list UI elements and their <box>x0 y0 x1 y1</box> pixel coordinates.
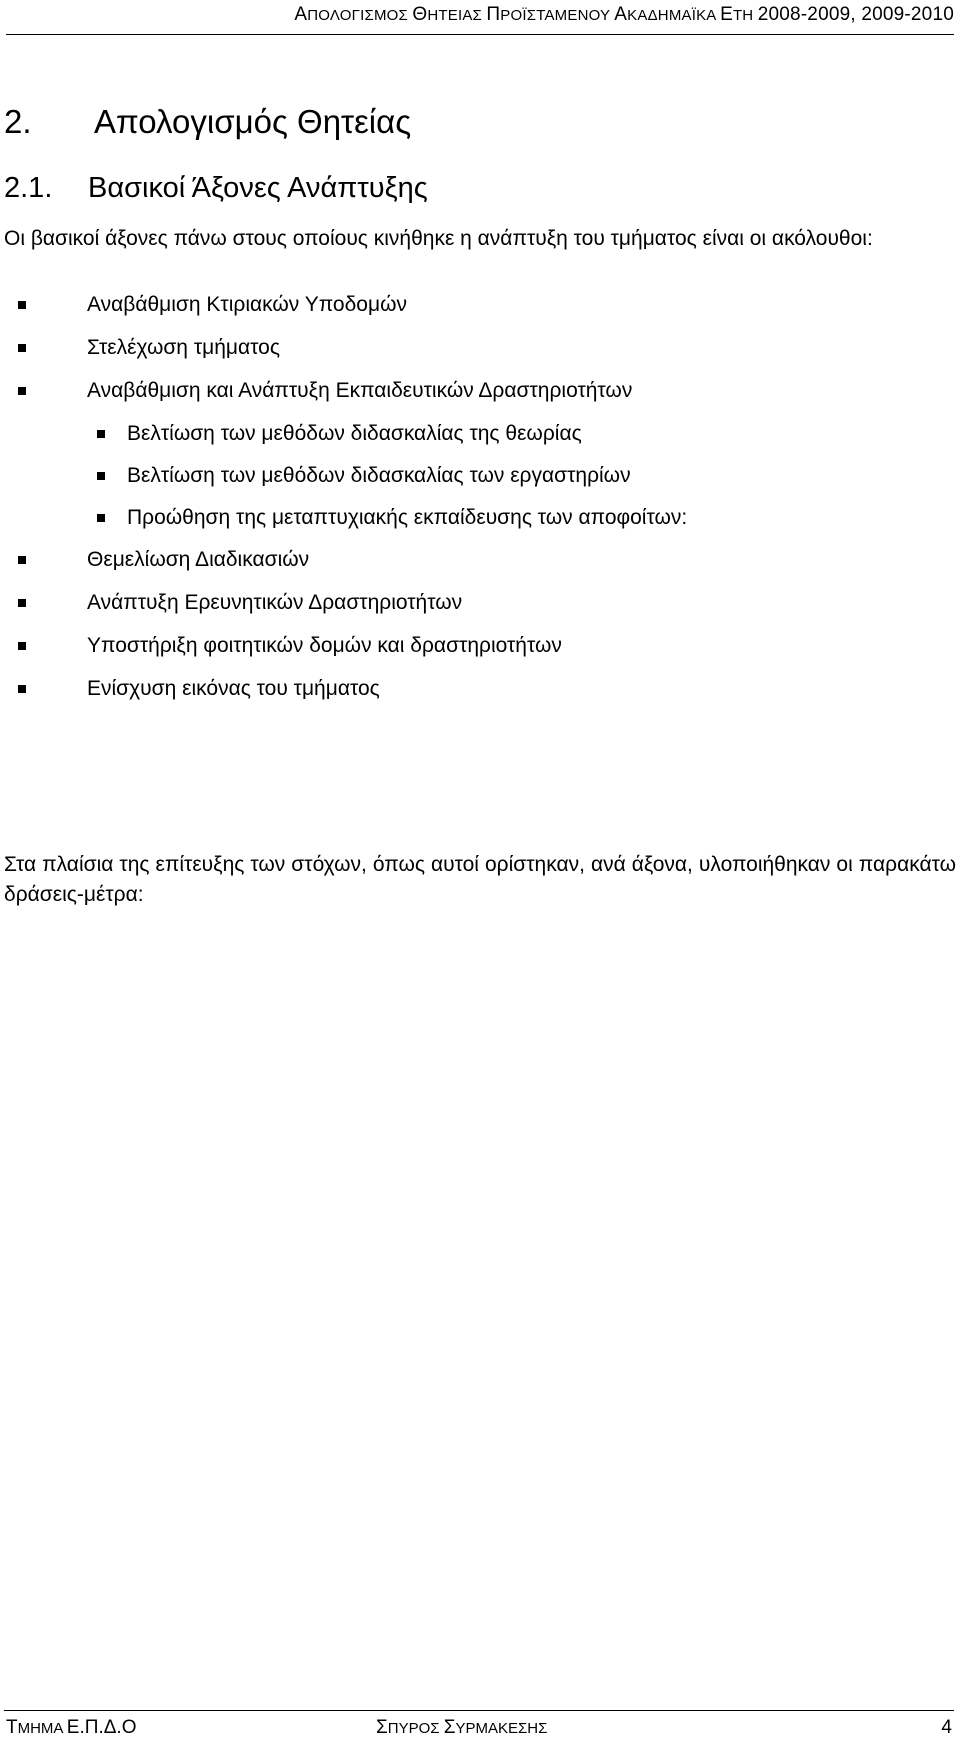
page-number: 4 <box>941 1717 952 1738</box>
subsection-title: Βασικοί Άξονες Ανάπτυξης <box>88 172 428 204</box>
running-header-part: Α <box>614 4 628 25</box>
subsection-heading <box>4 172 428 205</box>
square-bullet-icon <box>18 642 26 650</box>
sub-list-item <box>0 503 960 545</box>
list-item <box>0 290 960 333</box>
running-header-part: Π <box>486 4 501 25</box>
running-header-part: Ε <box>720 4 733 25</box>
running-header-part: ΤΗ <box>732 7 758 24</box>
footer-author <box>376 1717 547 1739</box>
list-item-text: Στελέχωση τμήματος <box>87 336 280 359</box>
footer-author-part: Σ <box>376 1717 388 1738</box>
subsection-number: 2.1. <box>4 172 53 204</box>
list-item-text: Βελτίωση των μεθόδων διδασκαλίας των εργαστηρίων <box>127 464 631 487</box>
list-item-text: Προώθηση της μεταπτυχιακής εκπαίδευσης των αποφοίτων: <box>127 506 688 529</box>
running-header-part: ΡΟΪΣΤΑΜΕΝΟΥ <box>500 7 615 24</box>
closing-paragraph: Στα πλαίσια της επίτευξης των στόχων, όπως αυτοί ορίστηκαν, ανά άξονα, υλοποιήθηκαν οι παρακάτω δράσεις-μέτρα: <box>4 853 956 906</box>
footer-department-part: Τ <box>6 1717 18 1738</box>
square-bullet-icon <box>18 387 26 395</box>
square-bullet-icon <box>18 556 26 564</box>
footer-author-part: ΠΥΡΟΣ <box>387 1720 444 1737</box>
list-item <box>0 545 960 588</box>
list-item <box>0 631 960 674</box>
page-footer <box>4 1710 954 1741</box>
square-bullet-icon <box>97 430 105 438</box>
footer-author-part: ΥΡΜΑΚΕΣΗΣ <box>455 1720 548 1737</box>
running-header-part: ΚΑΔΗΜΑΪΚΑ <box>627 7 721 24</box>
list-item-text: Ενίσχυση εικόνας του τμήματος <box>87 677 380 700</box>
running-header-part: 2008-2009, 2009-2010 <box>757 4 954 25</box>
axes-bullet-list <box>0 290 960 717</box>
list-item-text: Βελτίωση των μεθόδων διδασκαλίας της θεωρίας <box>127 422 582 445</box>
sub-list-item <box>0 461 960 503</box>
section-heading <box>4 103 411 141</box>
list-item <box>0 333 960 376</box>
square-bullet-icon <box>97 514 105 522</box>
list-item <box>0 376 960 419</box>
footer-department-part: Ε.Π.Δ.Ο <box>66 1717 137 1738</box>
square-bullet-icon <box>18 599 26 607</box>
square-bullet-icon <box>97 472 105 480</box>
running-header-part: Α <box>294 4 308 25</box>
square-bullet-icon <box>18 685 26 693</box>
running-header-part: ΗΤΕΙΑΣ <box>427 7 487 24</box>
sub-list-item <box>0 419 960 461</box>
list-item-text: Αναβάθμιση και Ανάπτυξη Εκπαιδευτικών Δραστηριοτήτων <box>87 379 633 402</box>
running-header <box>6 4 954 35</box>
footer-author-part: Σ <box>443 1717 456 1738</box>
list-item-text: Αναβάθμιση Κτιριακών Υποδομών <box>87 293 407 316</box>
section-title: Απολογισμός Θητείας <box>94 103 412 140</box>
list-item-text: Ανάπτυξη Ερευνητικών Δραστηριοτήτων <box>87 591 463 614</box>
running-header-part: Θ <box>412 4 428 25</box>
square-bullet-icon <box>18 344 26 352</box>
square-bullet-icon <box>18 301 26 309</box>
list-item <box>0 588 960 631</box>
footer-department-part: ΜΗΜΑ <box>17 1720 67 1737</box>
list-item-text: Θεμελίωση Διαδικασιών <box>87 548 310 571</box>
intro-paragraph: Οι βασικοί άξονες πάνω στους οποίους κινήθηκε η ανάπτυξη του τμήματος είναι οι ακόλουθοι: <box>4 227 873 250</box>
section-number: 2. <box>4 103 32 140</box>
list-item-text: Υποστήριξη φοιτητικών δομών και δραστηριοτήτων <box>87 634 562 657</box>
footer-department <box>6 1717 136 1739</box>
list-item <box>0 674 960 717</box>
running-header-part: ΠΟΛΟΓΙΣΜΟΣ <box>307 7 413 24</box>
